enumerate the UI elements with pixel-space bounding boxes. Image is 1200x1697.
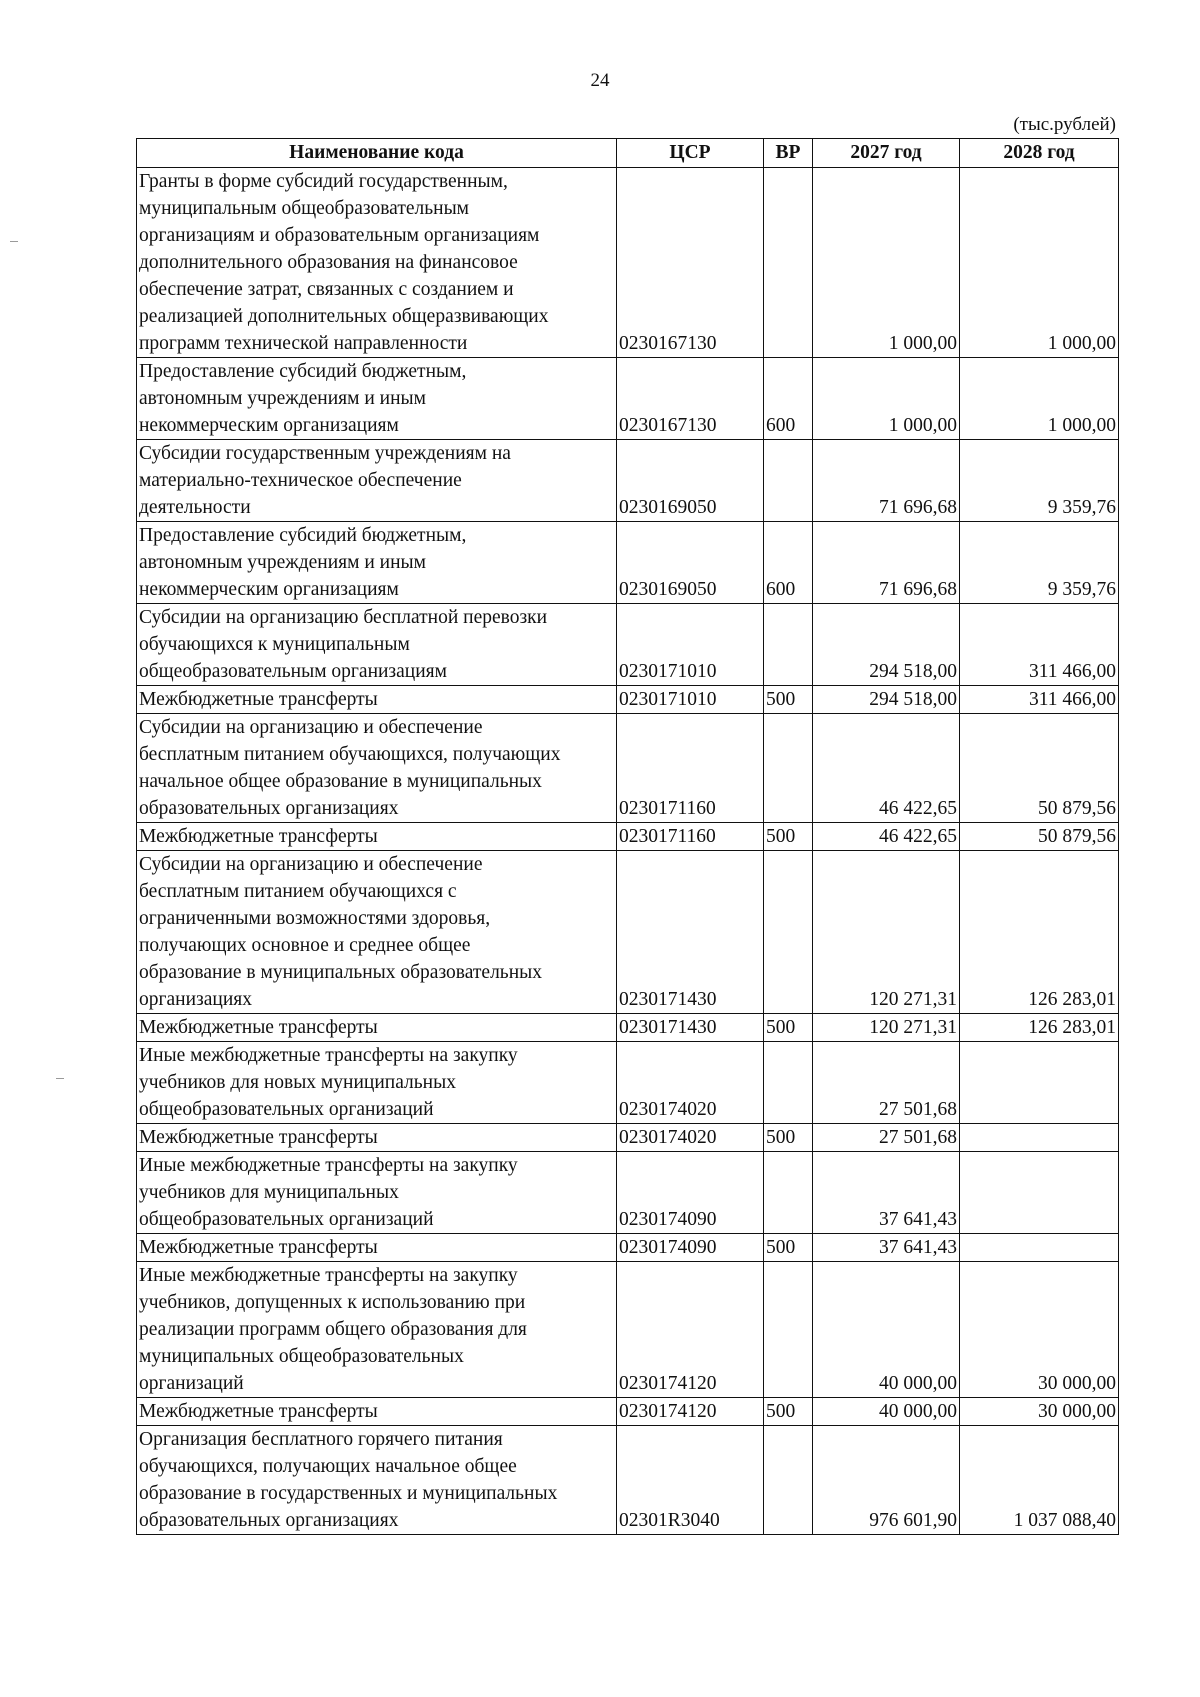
row-name-line: организациях xyxy=(139,989,252,1010)
row-name xyxy=(137,1398,617,1426)
row-vr xyxy=(764,1042,813,1124)
row-name-line: общеобразовательных организаций xyxy=(139,1209,434,1230)
row-csr: 02301R3040 xyxy=(617,1426,764,1535)
row-csr: 0230167130 xyxy=(617,168,764,358)
row-name-line: образование в муниципальных образовательных xyxy=(139,962,542,983)
table-row xyxy=(137,686,1119,714)
row-value-2027: 294 518,00 xyxy=(813,604,960,686)
row-name-line: Межбюджетные трансферты xyxy=(139,826,378,847)
row-name-line: ограниченными возможностями здоровья, xyxy=(139,908,491,929)
row-name-line: организаций xyxy=(139,1373,244,1394)
row-name-line: Иные межбюджетные трансферты на закупку xyxy=(139,1045,518,1066)
row-name-line: реализацией дополнительных общеразвивающих xyxy=(139,306,549,327)
row-name-line: материально-техническое обеспечение xyxy=(139,470,462,491)
row-csr: 0230171010 xyxy=(617,686,764,714)
margin-mark xyxy=(56,1078,64,1079)
table-row xyxy=(137,1234,1119,1262)
row-value-2027: 37 641,43 xyxy=(813,1152,960,1234)
table-row xyxy=(137,1042,1119,1124)
column-header-2028: 2028 год xyxy=(960,139,1119,168)
margin-mark xyxy=(10,241,18,242)
row-value-2028: 30 000,00 xyxy=(960,1398,1119,1426)
row-name xyxy=(137,604,617,686)
table-row xyxy=(137,823,1119,851)
row-name-line: реализации программ общего образования для xyxy=(139,1319,527,1340)
row-name-line: учебников для новых муниципальных xyxy=(139,1072,456,1093)
row-value-2028: 9 359,76 xyxy=(960,440,1119,522)
row-name-line: Межбюджетные трансферты xyxy=(139,689,378,710)
row-name xyxy=(137,686,617,714)
row-name xyxy=(137,358,617,440)
column-header-2027: 2027 год xyxy=(813,139,960,168)
row-csr: 0230174090 xyxy=(617,1152,764,1234)
column-header-vr: ВР xyxy=(764,139,813,168)
row-csr: 0230171010 xyxy=(617,604,764,686)
row-name-line: Субсидии на организацию и обеспечение xyxy=(139,717,483,738)
row-value-2027: 976 601,90 xyxy=(813,1426,960,1535)
row-value-2027: 120 271,31 xyxy=(813,1014,960,1042)
row-vr xyxy=(764,714,813,823)
row-value-2028 xyxy=(960,1124,1119,1152)
row-csr: 0230169050 xyxy=(617,522,764,604)
row-name xyxy=(137,1042,617,1124)
row-name-line: муниципальных общеобразовательных xyxy=(139,1346,464,1367)
row-name-line: автономным учреждениям и иным xyxy=(139,552,426,573)
row-value-2028: 1 000,00 xyxy=(960,358,1119,440)
row-name-line: обучающихся, получающих начальное общее xyxy=(139,1456,517,1477)
table-row xyxy=(137,714,1119,823)
row-vr: 500 xyxy=(764,1398,813,1426)
row-name-line: учебников для муниципальных xyxy=(139,1182,399,1203)
row-value-2027: 46 422,65 xyxy=(813,714,960,823)
row-value-2028: 50 879,56 xyxy=(960,714,1119,823)
table-row xyxy=(137,168,1119,358)
row-name-line: Межбюджетные трансферты xyxy=(139,1127,378,1148)
row-name-line: деятельности xyxy=(139,497,251,518)
row-value-2028: 311 466,00 xyxy=(960,604,1119,686)
row-name xyxy=(137,1152,617,1234)
row-name xyxy=(137,851,617,1014)
row-value-2027: 37 641,43 xyxy=(813,1234,960,1262)
row-csr: 0230174120 xyxy=(617,1398,764,1426)
row-name-line: автономным учреждениям и иным xyxy=(139,388,426,409)
table-row xyxy=(137,604,1119,686)
row-csr: 0230174090 xyxy=(617,1234,764,1262)
row-value-2027: 27 501,68 xyxy=(813,1042,960,1124)
row-name-line: Организация бесплатного горячего питания xyxy=(139,1429,503,1450)
row-name xyxy=(137,1262,617,1398)
row-csr: 0230171160 xyxy=(617,714,764,823)
column-header-csr: ЦСР xyxy=(617,139,764,168)
row-name-line: образовательных организациях xyxy=(139,1510,399,1531)
row-name-line: обеспечение затрат, связанных с созданием и xyxy=(139,279,514,300)
row-name-line: Предоставление субсидий бюджетным, xyxy=(139,525,467,546)
table-row xyxy=(137,1124,1119,1152)
row-name-line: Субсидии на организацию бесплатной перевозки xyxy=(139,607,548,628)
row-name-line: общеобразовательным организациям xyxy=(139,661,447,682)
row-value-2028: 9 359,76 xyxy=(960,522,1119,604)
row-value-2027: 1 000,00 xyxy=(813,358,960,440)
row-vr: 500 xyxy=(764,823,813,851)
row-value-2028 xyxy=(960,1234,1119,1262)
row-vr: 500 xyxy=(764,686,813,714)
row-vr xyxy=(764,604,813,686)
row-csr: 0230167130 xyxy=(617,358,764,440)
row-name xyxy=(137,1124,617,1152)
row-name-line: Иные межбюджетные трансферты на закупку xyxy=(139,1265,518,1286)
table-row xyxy=(137,1152,1119,1234)
row-csr: 0230171430 xyxy=(617,851,764,1014)
row-vr xyxy=(764,168,813,358)
row-vr xyxy=(764,1262,813,1398)
table-row xyxy=(137,1014,1119,1042)
row-csr: 0230171160 xyxy=(617,823,764,851)
unit-label: (тыс.рублей) xyxy=(1013,114,1116,135)
row-name-line: организациям и образовательным организациям xyxy=(139,225,540,246)
row-name-line: образование в государственных и муниципальных xyxy=(139,1483,558,1504)
row-vr xyxy=(764,440,813,522)
row-name-line: Иные межбюджетные трансферты на закупку xyxy=(139,1155,518,1176)
row-value-2027: 1 000,00 xyxy=(813,168,960,358)
row-value-2028: 126 283,01 xyxy=(960,1014,1119,1042)
row-value-2028: 50 879,56 xyxy=(960,823,1119,851)
row-name-line: бесплатным питанием обучающихся с xyxy=(139,881,457,902)
row-name-line: муниципальным общеобразовательным xyxy=(139,198,470,219)
budget-table xyxy=(136,138,1119,1535)
row-vr xyxy=(764,1426,813,1535)
column-header-name: Наименование кода xyxy=(137,139,617,168)
row-csr: 0230174020 xyxy=(617,1042,764,1124)
row-name xyxy=(137,522,617,604)
table-row xyxy=(137,1398,1119,1426)
row-csr: 0230171430 xyxy=(617,1014,764,1042)
row-value-2027: 294 518,00 xyxy=(813,686,960,714)
row-name-line: программ технической направленности xyxy=(139,333,468,354)
table-row xyxy=(137,851,1119,1014)
row-name xyxy=(137,714,617,823)
row-vr xyxy=(764,1152,813,1234)
row-value-2028: 311 466,00 xyxy=(960,686,1119,714)
row-value-2027: 40 000,00 xyxy=(813,1398,960,1426)
row-value-2027: 46 422,65 xyxy=(813,823,960,851)
row-name xyxy=(137,1014,617,1042)
row-name-line: бесплатным питанием обучающихся, получающих xyxy=(139,744,561,765)
row-name-line: Межбюджетные трансферты xyxy=(139,1401,378,1422)
row-value-2028 xyxy=(960,1152,1119,1234)
row-value-2027: 40 000,00 xyxy=(813,1262,960,1398)
row-value-2027: 71 696,68 xyxy=(813,522,960,604)
row-vr: 500 xyxy=(764,1234,813,1262)
row-name-line: некоммерческим организациям xyxy=(139,415,399,436)
row-value-2028: 1 037 088,40 xyxy=(960,1426,1119,1535)
row-value-2028: 1 000,00 xyxy=(960,168,1119,358)
row-value-2027: 27 501,68 xyxy=(813,1124,960,1152)
row-name-line: дополнительного образования на финансовое xyxy=(139,252,518,273)
row-value-2028: 126 283,01 xyxy=(960,851,1119,1014)
page-number: 24 xyxy=(590,70,610,91)
row-name-line: Субсидии государственным учреждениям на xyxy=(139,443,511,464)
row-vr xyxy=(764,851,813,1014)
table-row xyxy=(137,522,1119,604)
row-value-2027: 120 271,31 xyxy=(813,851,960,1014)
row-vr: 500 xyxy=(764,1124,813,1152)
row-csr: 0230174120 xyxy=(617,1262,764,1398)
row-vr: 500 xyxy=(764,1014,813,1042)
row-name xyxy=(137,1426,617,1535)
row-csr: 0230169050 xyxy=(617,440,764,522)
row-name xyxy=(137,168,617,358)
row-name xyxy=(137,440,617,522)
row-value-2027: 71 696,68 xyxy=(813,440,960,522)
row-name-line: учебников, допущенных к использованию при xyxy=(139,1292,526,1313)
row-name xyxy=(137,1234,617,1262)
table-row xyxy=(137,1426,1119,1535)
row-name-line: Субсидии на организацию и обеспечение xyxy=(139,854,483,875)
row-name-line: получающих основное и среднее общее xyxy=(139,935,471,956)
table-header-row xyxy=(137,139,1119,168)
row-name-line: Межбюджетные трансферты xyxy=(139,1237,378,1258)
table-row xyxy=(137,358,1119,440)
row-name-line: Гранты в форме субсидий государственным, xyxy=(139,171,508,192)
row-name-line: образовательных организациях xyxy=(139,798,399,819)
row-name xyxy=(137,823,617,851)
row-vr: 600 xyxy=(764,522,813,604)
row-name-line: Предоставление субсидий бюджетным, xyxy=(139,361,467,382)
row-name-line: Межбюджетные трансферты xyxy=(139,1017,378,1038)
row-name-line: обучающихся к муниципальным xyxy=(139,634,410,655)
row-vr: 600 xyxy=(764,358,813,440)
row-value-2028 xyxy=(960,1042,1119,1124)
row-name-line: общеобразовательных организаций xyxy=(139,1099,434,1120)
row-csr: 0230174020 xyxy=(617,1124,764,1152)
row-name-line: начальное общее образование в муниципальных xyxy=(139,771,542,792)
table-row xyxy=(137,1262,1119,1398)
row-value-2028: 30 000,00 xyxy=(960,1262,1119,1398)
table-body xyxy=(137,168,1119,1535)
row-name-line: некоммерческим организациям xyxy=(139,579,399,600)
table-row xyxy=(137,440,1119,522)
